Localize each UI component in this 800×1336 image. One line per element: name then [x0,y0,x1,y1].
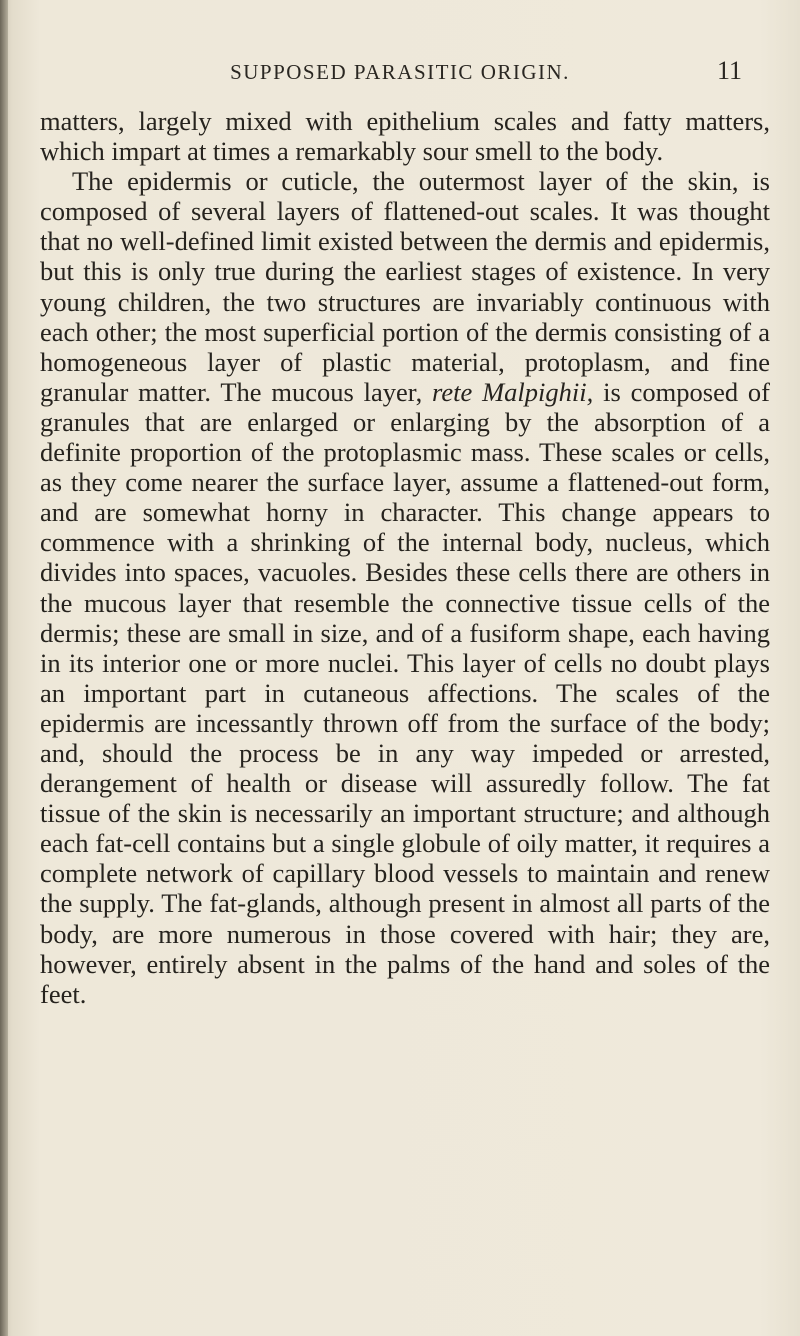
page-number: 11 [716,56,742,85]
rete-malpighii-term: rete Malpighii, [432,376,594,407]
paragraph-2-text-b: is composed of granules that are enlarged or enlarging by the absorption of a definite proportion of the protoplasmic mass. These scales or cells, as they come nearer the surface layer, assume a flattened-out form, and are somewhat horny in character. This change appears to commence with a shrinking of the internal body, nucleus, which divides into spaces, vacuoles. Besides these cells there are others in the mucous layer that resemble the connective tissue cells of the dermis; these are small in size, and of a fusiform shape, each having in its interior one or more nuclei. This layer of cells no doubt plays an important part in cutaneous affections. The scales of the epidermis are incessantly thrown off from the surface of the body; and, should the process be in any way impeded or arrested, derangement of health or disease will assuredly follow. The fat tissue of the skin is necessarily an important structure; and although each fat-cell contains but a single globule of oily matter, it requires a complete network of capillary blood vessels to maintain and renew the supply. The fat-glands, although present in almost all parts of the body, are more numerous in those covered with hair; they are, however, entirely absent in the palms of the hand and soles of the feet. [40,376,770,1009]
page-header [0,56,800,96]
body-text [40,106,770,1009]
running-head: SUPPOSED PARASITIC ORIGIN. [230,60,570,84]
paragraph-2 [40,166,770,1009]
paragraph-1: matters, largely mixed with epithelium scales and fatty matters, which impart at times a remarkably sour smell to the body. [40,106,770,167]
paragraph-2-text-a: The epidermis or cuticle, the outermost layer of the skin, is composed of several layers of flattened-out scales. It was thought that no well-defined limit existed between the dermis and epidermis, but this is only true during the earliest stages of existence. In very young children, the two structures are invariably continuous with each other; the most superficial portion of the dermis consisting of a homogeneous layer of plastic material, protoplasm, and fine granular matter. The mucous layer, [40,166,770,407]
page-gutter [0,0,8,1336]
